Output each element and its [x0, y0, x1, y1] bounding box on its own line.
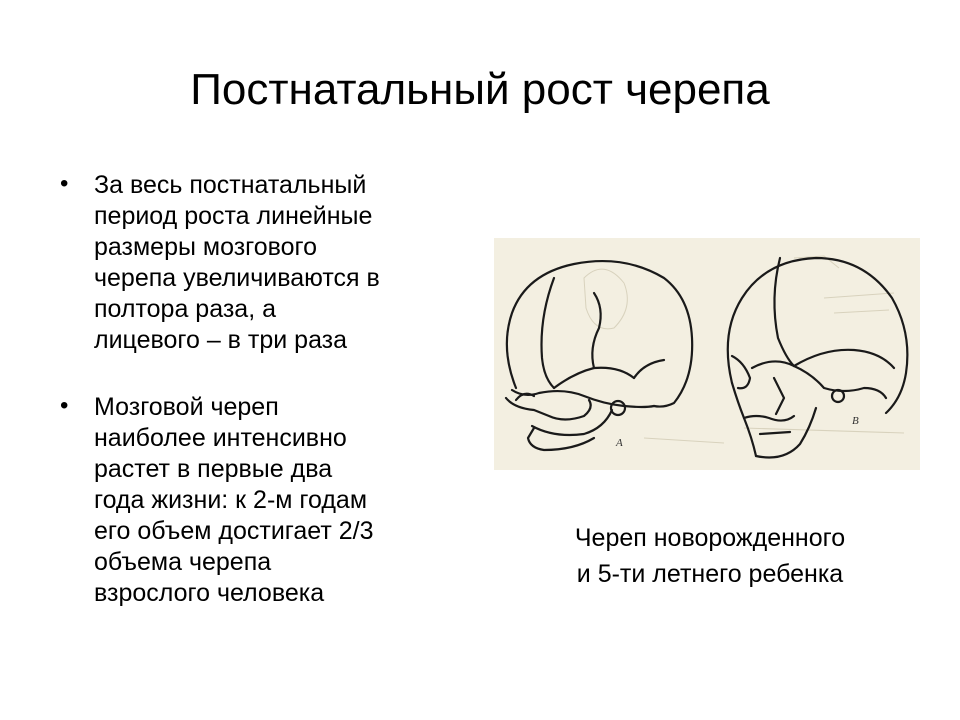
- bullet-list: [58, 170, 468, 645]
- child-skull: [728, 258, 908, 458]
- skull-drawing: [494, 238, 920, 470]
- bullet-text: За весь постнатальный период роста линейные размеры мозгового черепа увеличиваются в полтора раза, а лицевого – в три раза: [94, 171, 380, 354]
- skull-illustration: [494, 238, 920, 470]
- newborn-skull: [506, 261, 692, 450]
- bullet-icon: •: [60, 392, 69, 419]
- bullet-icon: •: [60, 170, 69, 197]
- slide-title: Постнатальный рост черепа: [190, 65, 770, 114]
- bullet-text: Мозговой череп наиболее интенсивно растет в первые два года жизни: к 2-м годам его объем достигает 2/3 объема черепа взрослого человека: [94, 393, 374, 607]
- bullet-item: [58, 392, 468, 609]
- figure-caption: Череп новорожденного и 5-ти летнего ребенка: [574, 524, 846, 588]
- label-b: B: [852, 415, 859, 427]
- label-a: A: [616, 437, 623, 449]
- bullet-item: [58, 170, 468, 356]
